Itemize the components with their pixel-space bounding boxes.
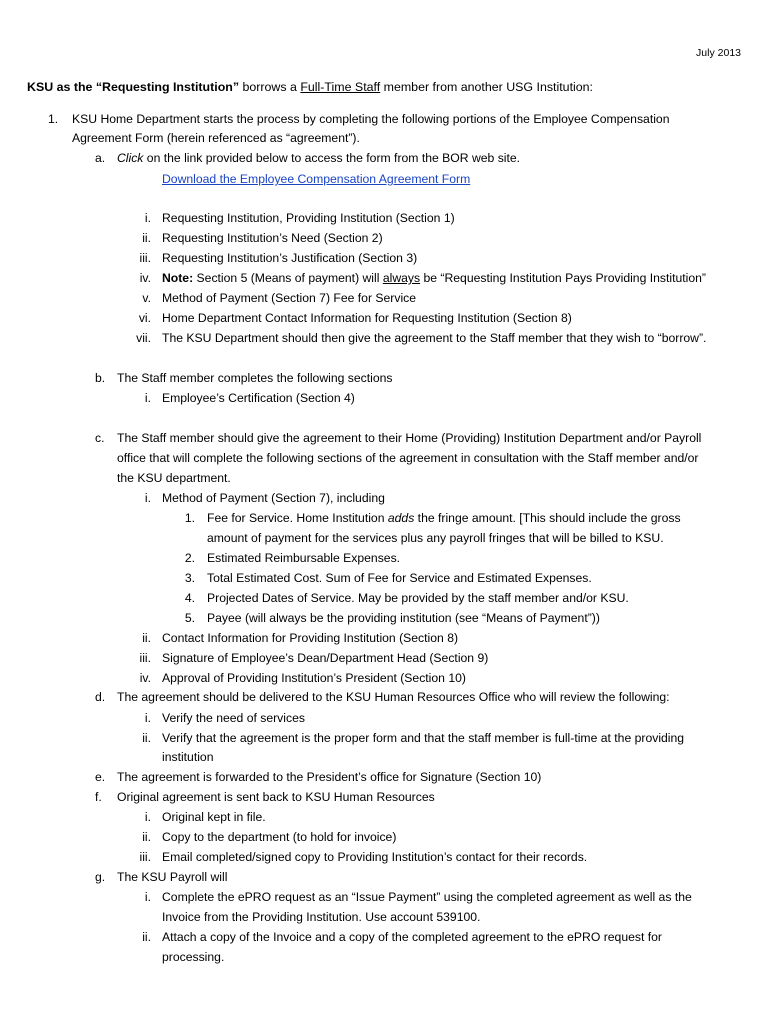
paragraph-line: The Staff member completes the following sections	[117, 371, 393, 385]
roman-numeral: ii.	[142, 930, 151, 944]
sub-number: 2.	[184, 551, 195, 565]
sub-item: Projected Dates of Service. May be provided by the staff member and/or KSU.	[207, 591, 629, 605]
item-letter: d.	[95, 690, 106, 704]
sub-number: 3.	[184, 571, 195, 585]
sub-number: 4.	[184, 591, 195, 605]
download-form-link[interactable]: Download the Employee Compensation Agreement Form	[162, 172, 471, 186]
list-item: Attach a copy of the Invoice and a copy of the completed agreement to the ePRO request for	[162, 930, 662, 944]
list-item: Verify the need of services	[162, 711, 305, 725]
paragraph-line: Agreement Form (herein referenced as “agreement”).	[72, 131, 360, 145]
roman-numeral: i.	[144, 211, 151, 225]
sub-item: amount of payment for the services plus any payroll fringes that will be billed to KSU.	[207, 531, 664, 545]
text: on the link provided below to access the form from the BOR web site.	[143, 151, 521, 165]
roman-numeral: v.	[142, 291, 151, 305]
roman-numeral: iv.	[139, 271, 151, 285]
title-text: KSU as the	[27, 80, 96, 94]
underlined-text: always	[382, 271, 421, 285]
roman-numeral: iv.	[139, 671, 151, 685]
item-number: 1.	[48, 112, 59, 126]
sub-item: Estimated Reimbursable Expenses.	[207, 551, 401, 565]
sub-item: Payee (will always be the providing institution (see “Means of Payment”))	[207, 611, 600, 625]
title-text: member from another USG Institution:	[380, 80, 593, 94]
emphasis: adds	[387, 511, 415, 525]
item-letter: f.	[95, 790, 102, 804]
paragraph-line: KSU Home Department starts the process by completing the following portions of the Employee Compensation	[72, 112, 670, 126]
item-letter: e.	[95, 770, 106, 784]
list-item: Requesting Institution’s Justification (Section 3)	[162, 251, 418, 265]
note-label: Note:	[162, 271, 194, 285]
roman-numeral: i.	[144, 711, 151, 725]
paragraph-line: office that will complete the following sections of the agreement in consultation with the Staff member and/or	[117, 451, 699, 465]
title-text: borrows a	[239, 80, 301, 94]
list-item: Verify that the agreement is the proper form and that the staff member is full-time at the providing	[162, 731, 685, 745]
sub-item: Total Estimated Cost. Sum of Fee for Service and Estimated Expenses.	[207, 571, 592, 585]
text: Section 5 (Means of payment) will	[193, 271, 383, 285]
list-item: The KSU Department should then give the agreement to the Staff member that they wish to “borrow”.	[162, 331, 707, 345]
paragraph-line: The KSU Payroll will	[117, 870, 228, 884]
roman-numeral: iii.	[139, 651, 151, 665]
roman-numeral: ii.	[142, 631, 151, 645]
list-item: institution	[162, 750, 214, 764]
item-letter: g.	[95, 870, 106, 884]
item-letter: b.	[95, 371, 106, 385]
list-item: Method of Payment (Section 7), including	[162, 491, 385, 505]
title-emphasis: “Requesting Institution”	[95, 80, 240, 94]
sub-number: 1.	[184, 511, 195, 525]
page-title	[27, 80, 593, 94]
list-item: Email completed/signed copy to Providing Institution’s contact for their records.	[162, 850, 588, 864]
list-item: Original kept in file.	[162, 810, 266, 824]
emphasis: Click	[117, 151, 144, 165]
paragraph-line: The agreement should be delivered to the KSU Human Resources Office who will review the following:	[117, 690, 670, 704]
sub-number: 5.	[184, 611, 195, 625]
date: July 2013	[696, 47, 741, 59]
roman-numeral: vii.	[136, 331, 151, 345]
list-item: Requesting Institution, Providing Institution (Section 1)	[162, 211, 455, 225]
paragraph-line: the KSU department.	[117, 471, 231, 485]
paragraph-line: The agreement is forwarded to the President’s office for Signature (Section 10)	[117, 770, 542, 784]
list-item: Requesting Institution’s Need (Section 2)	[162, 231, 383, 245]
roman-numeral: ii.	[142, 231, 151, 245]
list-item: Home Department Contact Information for Requesting Institution (Section 8)	[162, 311, 572, 325]
text: be “Requesting Institution Pays Providing Institution”	[420, 271, 706, 285]
roman-numeral: i.	[144, 890, 151, 904]
item-letter: c.	[95, 431, 105, 445]
list-item: Contact Information for Providing Institution (Section 8)	[162, 631, 459, 645]
list-item: Employee’s Certification (Section 4)	[162, 391, 355, 405]
roman-numeral: ii.	[142, 830, 151, 844]
list-item: Complete the ePRO request as an “Issue Payment” using the completed agreement as well as the	[162, 890, 692, 904]
text: Fee for Service. Home Institution	[207, 511, 388, 525]
list-item	[162, 271, 706, 285]
roman-numeral: iii.	[139, 850, 151, 864]
roman-numeral: i.	[144, 810, 151, 824]
text: the fringe amount. [This should include the gross	[414, 511, 681, 525]
paragraph-line	[117, 151, 520, 165]
list-item: Copy to the department (to hold for invoice)	[162, 830, 397, 844]
paragraph-line: The Staff member should give the agreement to their Home (Providing) Institution Department and/or Payroll	[117, 431, 702, 445]
list-item: processing.	[162, 950, 225, 964]
paragraph-line: Original agreement is sent back to KSU Human Resources	[117, 790, 435, 804]
roman-numeral: i.	[144, 391, 151, 405]
item-letter: a.	[95, 151, 106, 165]
sub-item	[207, 511, 681, 525]
list-item: Approval of Providing Institution’s President (Section 10)	[162, 671, 466, 685]
list-item: Signature of Employee’s Dean/Department Head (Section 9)	[162, 651, 489, 665]
roman-numeral: ii.	[142, 731, 151, 745]
list-item: Invoice from the Providing Institution. Use account 539100.	[162, 910, 481, 924]
roman-numeral: vi.	[138, 311, 151, 325]
roman-numeral: iii.	[139, 251, 151, 265]
roman-numeral: i.	[144, 491, 151, 505]
list-item: Method of Payment (Section 7) Fee for Service	[162, 291, 417, 305]
title-underlined: Full-Time Staff	[300, 80, 381, 94]
